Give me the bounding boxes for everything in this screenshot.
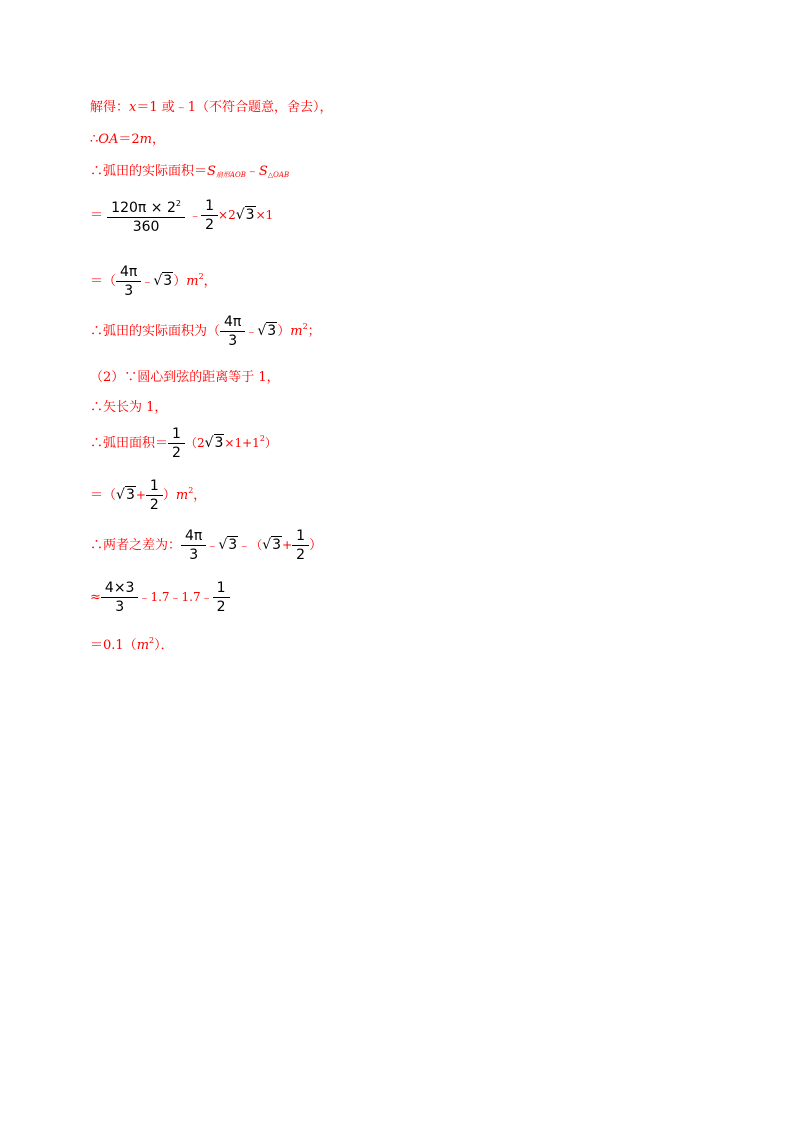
- triangle-area-symbol: S: [258, 164, 268, 179]
- close-paren: ）: [277, 324, 291, 339]
- open-paren: （2: [184, 436, 205, 450]
- fraction-numerator: 1: [168, 426, 185, 444]
- radicand: 3: [125, 487, 135, 503]
- fraction-denominator: 2: [149, 497, 159, 513]
- pi-fraction: [220, 314, 245, 349]
- solution-line-7: [90, 366, 280, 385]
- close-paren: ）: [309, 538, 323, 553]
- sector-area-symbol: S: [207, 164, 216, 179]
- solution-line-3: [90, 160, 289, 180]
- unit-m: m: [186, 274, 199, 289]
- fraction-denominator: 2: [296, 547, 306, 563]
- arrow-height-statement: ∴矢长为 1，: [90, 400, 168, 415]
- sector-fraction: [107, 196, 185, 235]
- unit-exponent: 2: [302, 322, 308, 331]
- solution-line-1: [90, 96, 333, 115]
- punctuation: ；: [307, 324, 321, 339]
- times-factor-tail: ×1: [255, 208, 274, 222]
- var-x: x: [129, 100, 137, 115]
- fraction-numerator: 4π: [116, 264, 141, 282]
- fraction-numerator: 1: [146, 478, 163, 496]
- half-fraction: [292, 528, 309, 563]
- fraction-numerator: 4π: [220, 314, 245, 332]
- part-two-statement: （2）∵圆心到弦的距离等于 1，: [90, 370, 280, 385]
- plus-sign: +: [282, 538, 293, 552]
- minus-sign: ﹣: [189, 208, 202, 222]
- solution-line-5: [90, 264, 217, 299]
- therefore-symbol: ∴: [90, 132, 99, 147]
- fraction-numerator: 4×3: [101, 580, 139, 598]
- times-factor: ×2: [218, 208, 236, 222]
- solution-line-12: [90, 580, 230, 615]
- equals-value: ＝2: [118, 132, 140, 147]
- minus-sign: ﹣: [141, 274, 154, 288]
- radicand: 3: [228, 537, 238, 553]
- half-fraction: [213, 580, 230, 615]
- unit-exponent: 2: [188, 486, 194, 495]
- unit-m: m: [139, 132, 152, 147]
- solution-line-11: [90, 528, 322, 563]
- equals-paren: ＝（: [90, 488, 117, 503]
- unit-m: m: [290, 324, 303, 339]
- fraction-denominator: 3: [228, 333, 238, 349]
- fraction-numerator: 1: [213, 580, 230, 598]
- fraction-denominator: 2: [216, 599, 226, 615]
- minus-open-paren: ﹣（: [238, 538, 263, 552]
- sqrt-expression: √3: [153, 273, 173, 289]
- approx-fraction: [101, 580, 139, 615]
- radicand: 3: [214, 435, 224, 451]
- fraction-numerator: 1: [292, 528, 309, 546]
- punctuation: ，: [203, 274, 217, 289]
- close-paren: ）: [162, 488, 176, 503]
- approx-sign: ≈: [90, 590, 101, 605]
- solution-line-13: [90, 634, 174, 653]
- exponent: 2: [175, 199, 181, 208]
- fraction-denominator: 360: [132, 219, 160, 235]
- radicand: 3: [163, 273, 173, 289]
- fraction-denominator: 3: [115, 599, 125, 615]
- area-statement: ∴弧田的实际面积＝: [90, 164, 208, 179]
- solution-line-4: [90, 196, 273, 235]
- radicand: 3: [267, 323, 277, 339]
- fraction-numerator: 4π: [181, 528, 206, 546]
- fraction-denominator: 2: [172, 445, 181, 461]
- sqrt-expression: √3: [116, 487, 135, 503]
- unit-exponent: 2: [198, 272, 204, 281]
- solution-line-10: [90, 478, 206, 513]
- solution-line-6: [90, 314, 321, 349]
- punctuation: ，: [151, 132, 165, 147]
- solve-prefix: 解得：: [90, 100, 130, 115]
- unit-m: m: [136, 638, 150, 653]
- final-result: ＝0.1（: [90, 638, 137, 653]
- solution-line-9: [90, 426, 277, 461]
- field-area-statement: ∴弧田面积＝: [90, 436, 169, 451]
- fraction-denominator: 3: [124, 283, 134, 299]
- equals-paren: ＝（: [90, 274, 117, 289]
- unit-m: m: [175, 488, 189, 503]
- minus-sign: ﹣: [245, 324, 258, 338]
- approx-terms: ﹣1.7﹣1.7﹣: [138, 590, 213, 604]
- solve-result: ＝1 或﹣1（不符合题意，舍去），: [136, 100, 333, 115]
- pi-fraction: [116, 264, 141, 299]
- sqrt-expression: √3: [218, 537, 238, 553]
- plus-sign: +: [135, 488, 146, 502]
- sector-subscript: 扇形AOB: [215, 171, 246, 179]
- radicand: 3: [272, 537, 282, 553]
- solution-line-8: [90, 396, 167, 415]
- sqrt-expression: √3: [262, 537, 282, 553]
- unit-exponent: 2: [149, 636, 155, 645]
- half-fraction: [146, 478, 163, 513]
- expression-tail: ×1+1: [224, 436, 260, 450]
- close-paren: ）．: [154, 638, 174, 653]
- fraction-numerator: 1: [201, 198, 218, 216]
- area-conclusion: ∴弧田的实际面积为（: [90, 324, 221, 339]
- half-fraction: [168, 426, 185, 461]
- triangle-subscript: △OAB: [267, 171, 290, 179]
- fraction-numerator: 120π × 2: [111, 200, 176, 216]
- exponent: 2: [259, 434, 265, 443]
- close-paren: ）: [173, 274, 187, 289]
- difference-statement: ∴两者之差为：: [90, 538, 182, 553]
- minus-sign: ﹣: [245, 164, 259, 179]
- segment-oa: OA: [98, 132, 119, 147]
- sqrt-expression: √3: [235, 207, 255, 223]
- pi-fraction: [181, 528, 206, 563]
- equals-sign: ＝: [90, 208, 104, 223]
- solution-line-2: [90, 128, 165, 147]
- punctuation: ，: [193, 488, 207, 503]
- radicand: 3: [245, 207, 255, 223]
- close-paren: ）: [264, 436, 277, 450]
- sqrt-expression: √3: [204, 435, 224, 451]
- fraction-denominator: 3: [189, 547, 199, 563]
- sqrt-expression: √3: [257, 323, 277, 339]
- half-fraction: [201, 198, 218, 233]
- minus-sign: ﹣: [206, 538, 219, 552]
- fraction-denominator: 2: [205, 217, 215, 233]
